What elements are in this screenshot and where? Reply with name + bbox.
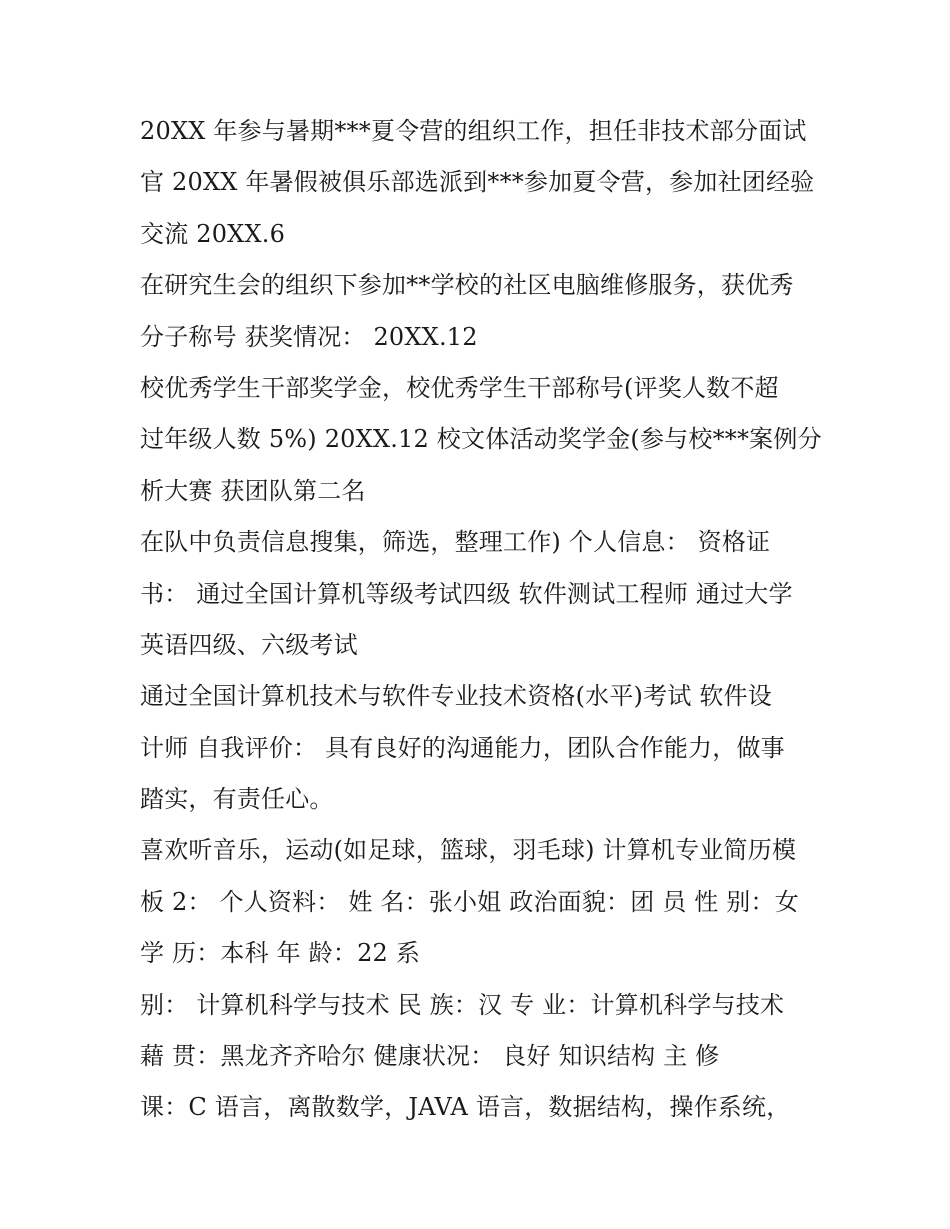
text-line: 析大赛 获团队第二名 [140,476,366,505]
text-line: 20XX 年参与暑期***夏令营的组织工作，担任非技术部分面试 [140,117,807,145]
text-line: 书： 通过全国计算机等级考试四级 软件测试工程师 通过大学 [140,579,793,608]
resume-text-body [140,106,820,1134]
text-line: 通过全国计算机技术与软件专业技术资格(水平)考试 软件设 [140,682,772,711]
text-line: 校优秀学生干部奖学金，校优秀学生干部称号(评奖人数不超 [140,373,779,402]
text-line: 踏实，有责任心。 [140,785,334,814]
text-line: 课：C 语言，离散数学，JAVA 语言，数据结构，操作系统， [140,1093,791,1122]
text-line: 英语四级、六级考试 [140,630,358,659]
text-line: 喜欢听音乐，运动(如足球，篮球，羽毛球) 计算机专业简历模 [140,836,797,865]
text-line: 分子称号 获奖情况： 20XX.12 [140,322,478,351]
text-line: 藉 贯：黑龙齐齐哈尔 健康状况： 良好 知识结构 主 修 [140,1042,720,1071]
text-line: 计师 自我评价： 具有良好的沟通能力，团队合作能力，做事 [140,733,785,762]
text-line: 在研究生会的组织下参加**学校的社区电脑维修服务，获优秀 [140,271,794,300]
text-line: 过年级人数 5%) 20XX.12 校文体活动奖学金(参与校***案例分 [140,425,822,454]
text-line: 板 2： 个人资料： 姓 名：张小姐 政治面貌：团 员 性 别：女 [140,887,799,916]
text-line: 别： 计算机科学与技术 民 族：汉 专 业：计算机科学与技术 [140,990,785,1019]
text-line: 交流 20XX.6 [140,219,286,248]
text-line: 在队中负责信息搜集，筛选，整理工作) 个人信息： 资格证 [140,528,771,557]
text-line: 官 20XX 年暑假被俱乐部选派到***参加夏令营，参加社团经验 [140,168,815,197]
text-line: 学 历：本科 年 龄：22 系 [140,939,421,968]
